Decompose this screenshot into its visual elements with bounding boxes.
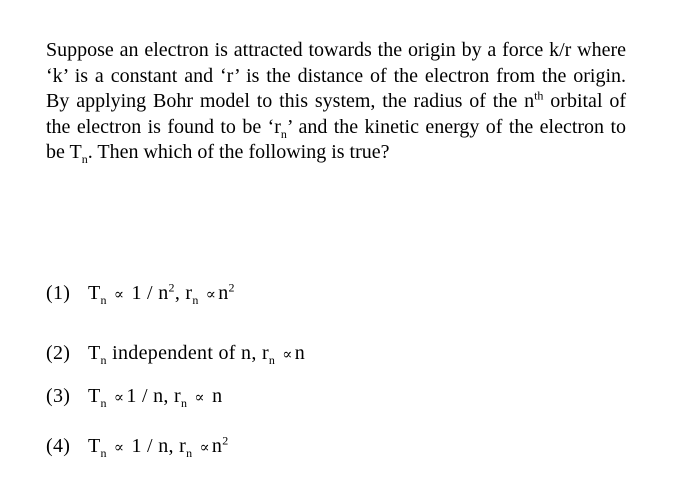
subscript-n: n (81, 152, 88, 166)
expression: , r (174, 282, 193, 304)
symbol-t: T (88, 342, 101, 364)
expression: n (211, 435, 223, 457)
option-4[interactable] (46, 435, 229, 458)
superscript-2: 2 (222, 433, 229, 448)
subscript-n: n (100, 396, 107, 410)
expression: n (294, 342, 306, 364)
option-1[interactable] (46, 282, 235, 305)
subscript-n: n (192, 293, 199, 307)
option-number: (1) (46, 282, 71, 304)
superscript-th: th (534, 88, 544, 103)
option-2[interactable] (46, 342, 305, 365)
proportional-symbol: ∝ (194, 438, 210, 456)
superscript-2: 2 (228, 280, 235, 295)
proportional-symbol: ∝ (108, 388, 125, 406)
option-number: (2) (46, 342, 71, 364)
proportional-symbol: ∝ (189, 388, 205, 406)
option-number: (4) (46, 435, 71, 457)
superscript-2: 2 (168, 280, 175, 295)
proportional-symbol: ∝ (200, 285, 217, 303)
subscript-n: n (100, 353, 107, 367)
option-3[interactable] (46, 385, 222, 408)
expression: 1 / n (131, 282, 169, 304)
question-part: orbital of the electron is found to be ‘r (46, 90, 627, 138)
proportional-symbol: ∝ (277, 345, 293, 363)
symbol-t: T (88, 282, 101, 304)
subscript-n: n (100, 293, 107, 307)
subscript-n: n (186, 446, 193, 460)
expression: independent of n, r (106, 342, 269, 364)
question-text (46, 38, 626, 166)
subscript-n: n (100, 446, 107, 460)
expression: 1 / n, r (131, 435, 187, 457)
expression: n (218, 282, 229, 304)
question-part: ’ and the kinetic energy of the electron to be T (46, 115, 626, 163)
question-part: . Then which of the following is true? (87, 141, 390, 163)
subscript-n: n (280, 126, 287, 141)
symbol-t: T (88, 385, 101, 407)
subscript-n: n (268, 353, 276, 367)
symbol-t: T (88, 435, 101, 457)
expression: n (206, 385, 223, 407)
option-number: (3) (46, 385, 71, 407)
subscript-n: n (181, 396, 188, 410)
proportional-symbol: ∝ (108, 285, 130, 303)
question-part: Suppose an electron is attracted towards the origin by a force k/r where ‘k’ is a constant and ‘r’ is the distance of the electron from the origin. By applying Bohr model to this system, the radius of the n (46, 39, 626, 112)
proportional-symbol: ∝ (108, 438, 130, 456)
expression: 1 / n, r (126, 385, 181, 407)
